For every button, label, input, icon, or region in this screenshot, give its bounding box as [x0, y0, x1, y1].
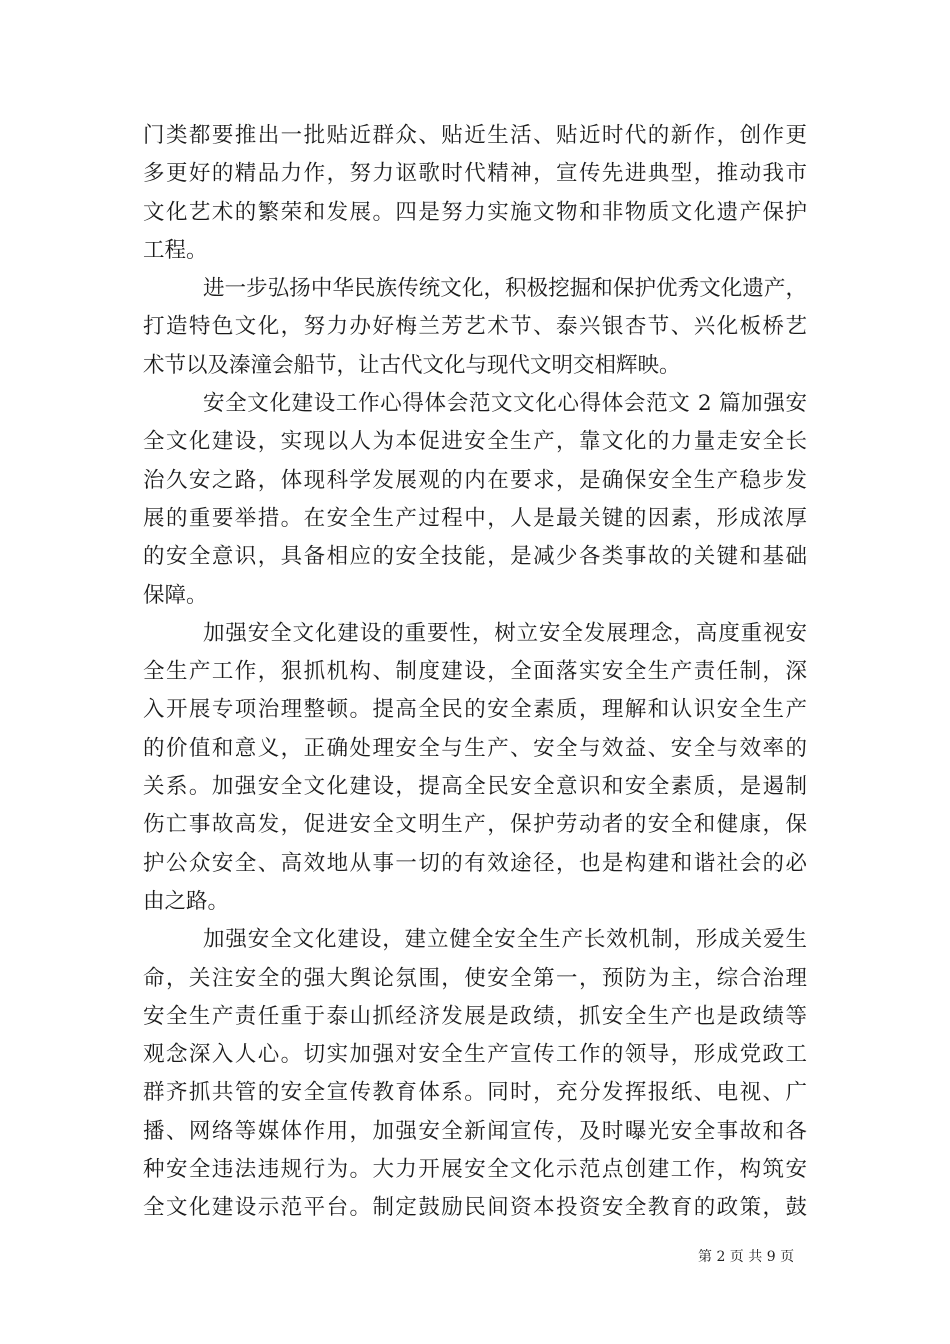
text-line: 全生产工作，狠抓机构、制度建设，全面落实安全生产责任制，深 — [143, 659, 807, 685]
text-line: 加强安全文化建设，建立健全安全生产长效机制，形成关爱生 — [203, 927, 807, 953]
text-line: 群齐抓共管的安全宣传教育体系。同时，充分发挥报纸、电视、广 — [143, 1080, 807, 1106]
page-number: 第 2 页 共 9 页 — [698, 1249, 795, 1265]
text-line: 伤亡事故高发，促进安全文明生产，保护劳动者的安全和健康，保 — [143, 812, 807, 838]
text-line: 由之路。 — [143, 888, 230, 914]
document-body — [143, 117, 807, 1228]
text-line: 关系。加强安全文化建设，提高全民安全意识和安全素质，是遏制 — [143, 774, 807, 800]
text-line: 全文化建设，实现以人为本促进安全生产，靠文化的力量走安全长 — [143, 429, 807, 455]
text-line: 多更好的精品力作，努力讴歌时代精神，宣传先进典型，推动我市 — [143, 161, 807, 187]
text-line: 的价值和意义，正确处理安全与生产、安全与效益、安全与效率的 — [143, 735, 807, 761]
text-line: 加强安全文化建设的重要性，树立安全发展理念，高度重视安 — [203, 620, 807, 646]
text-line: 术节以及溱潼会船节，让古代文化与现代文明交相辉映。 — [143, 352, 681, 378]
paragraph — [143, 921, 807, 1227]
text-line: 展的重要举措。在安全生产过程中，人是最关键的因素，形成浓厚 — [143, 505, 807, 531]
paragraph — [143, 270, 807, 385]
text-line: 种安全违法违规行为。大力开展安全文化示范点创建工作，构筑安 — [143, 1157, 807, 1183]
text-line: 门类都要推出一批贴近群众、贴近生活、贴近时代的新作，创作更 — [143, 123, 807, 148]
text-line: 播、网络等媒体作用，加强安全新闻宣传，及时曝光安全事故和各 — [143, 1118, 807, 1144]
paragraph — [143, 615, 807, 921]
text-line: 的安全意识，具备相应的安全技能，是减少各类事故的关键和基础 — [143, 544, 807, 570]
text-line: 工程。 — [143, 237, 208, 263]
text-line: 安全文化建设工作心得体会范文文化心得体会范文 2 篇加强安 — [203, 391, 807, 417]
text-line: 打造特色文化，努力办好梅兰芳艺术节、泰兴银杏节、兴化板桥艺 — [143, 314, 807, 340]
text-line: 进一步弘扬中华民族传统文化，积极挖掘和保护优秀文化遗产， — [203, 276, 807, 302]
text-line: 命，关注安全的强大舆论氛围，使安全第一，预防为主，综合治理 — [143, 965, 807, 991]
text-line: 保障。 — [143, 582, 208, 608]
text-line: 护公众安全、高效地从事一切的有效途径，也是构建和谐社会的必 — [143, 850, 807, 876]
paragraph — [143, 117, 807, 270]
paragraph — [143, 385, 807, 615]
text-line: 入开展专项治理整顿。提高全民的安全素质，理解和认识安全生产 — [143, 697, 807, 723]
text-line: 全文化建设示范平台。制定鼓励民间资本投资安全教育的政策，鼓 — [143, 1195, 807, 1221]
text-line: 治久安之路，体现科学发展观的内在要求，是确保安全生产稳步发 — [143, 467, 807, 493]
text-line: 观念深入人心。切实加强对安全生产宣传工作的领导，形成党政工 — [143, 1042, 807, 1068]
text-line: 文化艺术的繁荣和发展。四是努力实施文物和非物质文化遗产保护 — [143, 199, 807, 225]
text-line: 安全生产责任重于泰山抓经济发展是政绩，抓安全生产也是政绩等 — [143, 1003, 807, 1029]
